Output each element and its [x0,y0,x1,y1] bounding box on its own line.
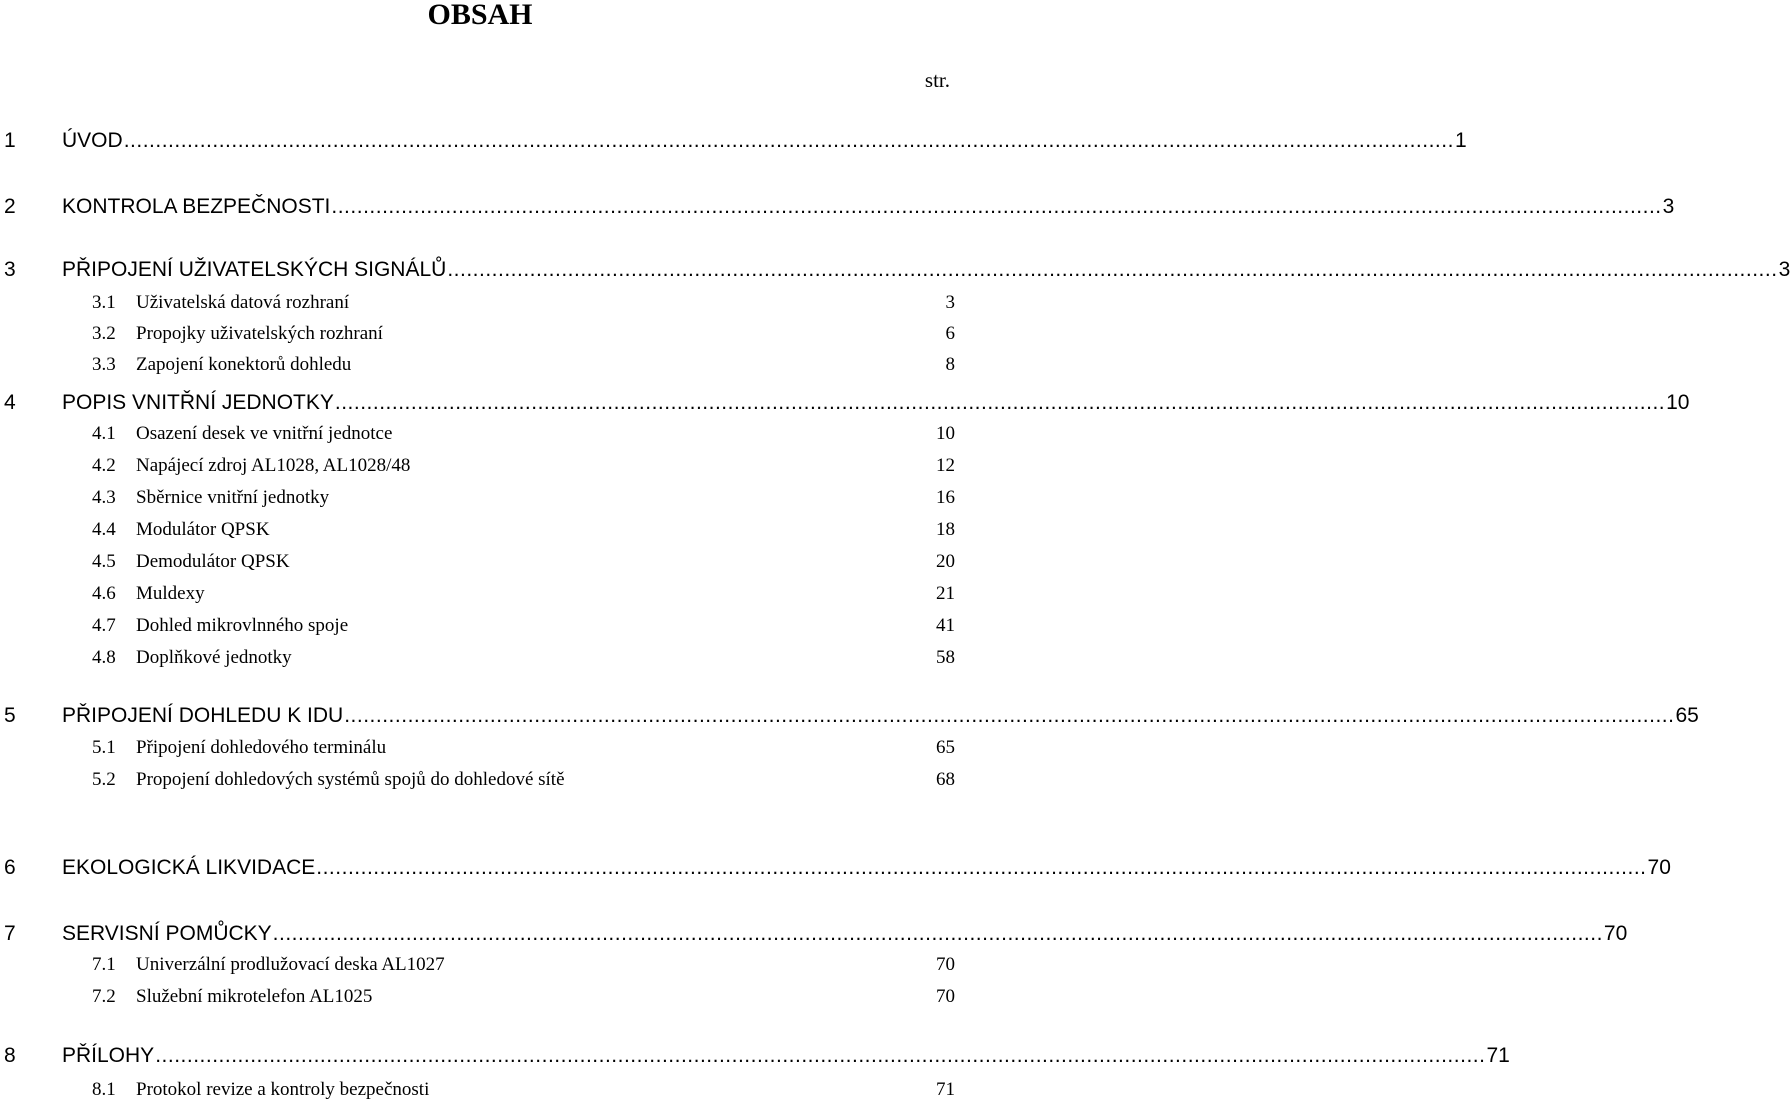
toc-subentry-page: 16 [936,487,955,508]
toc-dot-leader: .................................................................................................................................................................................................................. [123,129,1454,152]
toc-entry-page: 10 [1666,391,1690,414]
toc-subentry-label: Demodulátor QPSK [136,551,290,572]
toc-subentry-number: 8.1 [92,1079,116,1100]
toc-dot-leader: .................................................................................................................................................................................................................. [344,704,1675,727]
toc-dot-leader: .................................................................................................................................................................................................................. [316,856,1647,879]
toc-dot-leader: .................................................................................................................................................................................................................. [272,922,1603,945]
toc-subentry-number: 4.3 [92,487,116,508]
toc-subentry-page: 12 [936,455,955,476]
toc-subentry-number: 4.6 [92,583,116,604]
toc-subentry-page: 18 [936,519,955,540]
toc-entry[interactable] [0,257,1790,283]
toc-entry-number: 7 [4,922,16,945]
toc-subentry-label: Muldexy [136,583,205,604]
toc-subentry-label: Modulátor QPSK [136,519,270,540]
toc-subentry-label: Propojení dohledových systémů spojů do dohledové sítě [136,769,565,790]
toc-subentry-number: 7.2 [92,986,116,1007]
toc-subentry-number: 4.4 [92,519,116,540]
toc-subentry-number: 7.1 [92,954,116,975]
toc-subentry-page: 21 [936,583,955,604]
toc-dot-leader: .................................................................................................................................................................................................................. [155,1044,1486,1067]
toc-subentry-label: Univerzální prodlužovací deska AL1027 [136,954,445,975]
toc-subentry-page: 20 [936,551,955,572]
toc-subentry-page: 41 [936,615,955,636]
toc-entry-page: 3 [1662,195,1675,218]
toc-entry-number: 8 [4,1044,16,1067]
toc-subentry-number: 4.7 [92,615,116,636]
toc-entry-page: 65 [1675,704,1699,727]
toc-subentry-label: Zapojení konektorů dohledu [136,354,352,375]
toc-subentry-page: 3 [945,292,955,313]
toc-subentry-number: 3.2 [92,323,116,344]
toc-entry-label: PŘÍLOHY [62,1044,155,1067]
toc-entry[interactable] [0,128,1467,154]
toc-entry-label: PŘIPOJENÍ UŽIVATELSKÝCH SIGNÁLŮ [62,258,447,281]
page-title: OBSAH [427,0,533,31]
toc-subentry-page: 65 [936,737,955,758]
toc-subentry-page: 10 [936,423,955,444]
toc-entry-page: 70 [1647,856,1671,879]
toc-entry-label: EKOLOGICKÁ LIKVIDACE [62,856,316,879]
toc-subentry-number: 3.1 [92,292,116,313]
toc-subentry-label: Propojky uživatelských rozhraní [136,323,383,344]
toc-entry-number: 6 [4,856,16,879]
toc-subentry-number: 4.8 [92,647,116,668]
toc-subentry-page: 70 [936,986,955,1007]
toc-subentry-page: 6 [945,323,955,344]
toc-entry-page: 70 [1603,922,1628,945]
toc-entry-number: 5 [4,704,16,727]
toc-entry-label: SERVISNÍ POMŮCKY [62,922,272,945]
toc-subentry-number: 4.2 [92,455,116,476]
toc-subentry-label: Doplňkové jednotky [136,647,292,668]
toc-subentry-label: Dohled mikrovlnného spoje [136,615,349,636]
toc-subentry-label: Uživatelská datová rozhraní [136,292,350,313]
toc-entry[interactable] [0,194,1675,220]
toc-entry[interactable] [0,855,1671,881]
toc-dot-leader: .................................................................................................................................................................................................................. [331,195,1662,218]
toc-subentry-page: 71 [936,1079,955,1100]
toc-entry[interactable] [0,390,1690,416]
toc-entry-label: KONTROLA BEZPEČNOSTI [62,195,331,218]
toc-subentry-number: 3.3 [92,354,116,375]
toc-subentry-label: Napájecí zdroj AL1028, AL1028/48 [136,455,411,476]
toc-subentry-page: 8 [945,354,955,375]
toc-entry-page: 1 [1454,129,1467,152]
toc-entry[interactable] [0,921,1628,947]
toc-subentry-number: 4.1 [92,423,116,444]
toc-subentry-page: 68 [936,769,955,790]
toc-entry-page: 3 [1778,258,1790,281]
toc-entry-number: 4 [4,391,16,414]
toc-entry[interactable] [0,703,1699,729]
toc-subentry-page: 70 [936,954,955,975]
toc-dot-leader: .................................................................................................................................................................................................................. [447,258,1778,281]
toc-subentry-number: 5.1 [92,737,116,758]
toc-dot-leader: .................................................................................................................................................................................................................. [334,391,1666,414]
toc-entry-label: PŘIPOJENÍ DOHLEDU K IDU [62,704,344,727]
toc-entry-page: 71 [1486,1044,1510,1067]
toc-subentry-label: Služební mikrotelefon AL1025 [136,986,373,1007]
toc-entry-label: ÚVOD [62,129,123,152]
toc-entry-label: POPIS VNITŘNÍ JEDNOTKY [62,391,334,414]
toc-subentry-label: Protokol revize a kontroly bezpečnosti [136,1079,430,1100]
toc-subentry-number: 5.2 [92,769,116,790]
toc-subentry-label: Sběrnice vnitřní jednotky [136,487,330,508]
toc-subentry-label: Připojení dohledového terminálu [136,737,387,758]
toc-entry-number: 1 [4,129,16,152]
toc-subentry-label: Osazení desek ve vnitřní jednotce [136,423,393,444]
page-column-label: str. [924,68,950,92]
toc-entry-number: 2 [4,195,16,218]
toc-subentry-number: 4.5 [92,551,116,572]
toc-subentry-page: 58 [936,647,955,668]
toc-entry[interactable] [0,1043,1510,1069]
toc-entry-number: 3 [4,258,16,281]
